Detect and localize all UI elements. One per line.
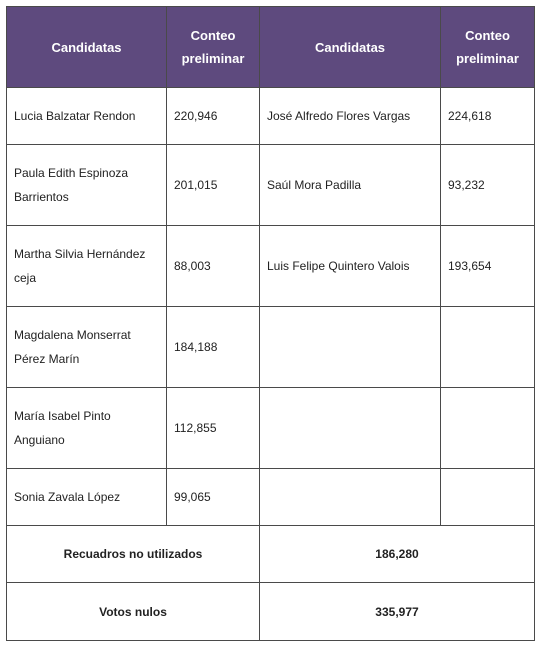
candidate-name: Martha Silvia Hernández ceja: [7, 226, 167, 307]
header-row: [7, 7, 535, 88]
header-candidatas-right: Candidatas: [260, 7, 441, 88]
candidate-name: Magdalena Monserrat Pérez Marín: [7, 307, 167, 388]
candidate-count: 193,654: [441, 226, 535, 307]
table-row: [7, 88, 535, 145]
empty-cell: [441, 388, 535, 469]
table-row: [7, 469, 535, 526]
summary-row-null-votes: [7, 583, 535, 641]
table-row: [7, 307, 535, 388]
table-row: [7, 388, 535, 469]
candidate-count: 201,015: [167, 145, 260, 226]
empty-cell: [260, 388, 441, 469]
summary-row-unused-boxes: [7, 526, 535, 583]
summary-label: Recuadros no utilizados: [7, 526, 260, 583]
empty-cell: [260, 469, 441, 526]
summary-value: 335,977: [260, 583, 535, 641]
table-row: [7, 226, 535, 307]
candidate-count: 224,618: [441, 88, 535, 145]
empty-cell: [441, 469, 535, 526]
candidate-count: 112,855: [167, 388, 260, 469]
candidate-name: Sonia Zavala López: [7, 469, 167, 526]
candidate-count: 93,232: [441, 145, 535, 226]
candidate-name: Saúl Mora Padilla: [260, 145, 441, 226]
table-row: [7, 145, 535, 226]
candidate-count: 220,946: [167, 88, 260, 145]
candidate-name: Lucia Balzatar Rendon: [7, 88, 167, 145]
summary-label: Votos nulos: [7, 583, 260, 641]
table-body: [7, 88, 535, 641]
candidate-count: 88,003: [167, 226, 260, 307]
vote-count-table: [6, 6, 535, 641]
candidate-count: 99,065: [167, 469, 260, 526]
candidate-name: Luis Felipe Quintero Valois: [260, 226, 441, 307]
header-candidatas-left: Candidatas: [7, 7, 167, 88]
empty-cell: [441, 307, 535, 388]
table-header: [7, 7, 535, 88]
summary-value: 186,280: [260, 526, 535, 583]
candidate-name: María Isabel Pinto Anguiano: [7, 388, 167, 469]
empty-cell: [260, 307, 441, 388]
header-conteo-right: Conteo preliminar: [441, 7, 535, 88]
candidate-name: Paula Edith Espinoza Barrientos: [7, 145, 167, 226]
candidate-count: 184,188: [167, 307, 260, 388]
candidate-name: José Alfredo Flores Vargas: [260, 88, 441, 145]
header-conteo-left: Conteo preliminar: [167, 7, 260, 88]
